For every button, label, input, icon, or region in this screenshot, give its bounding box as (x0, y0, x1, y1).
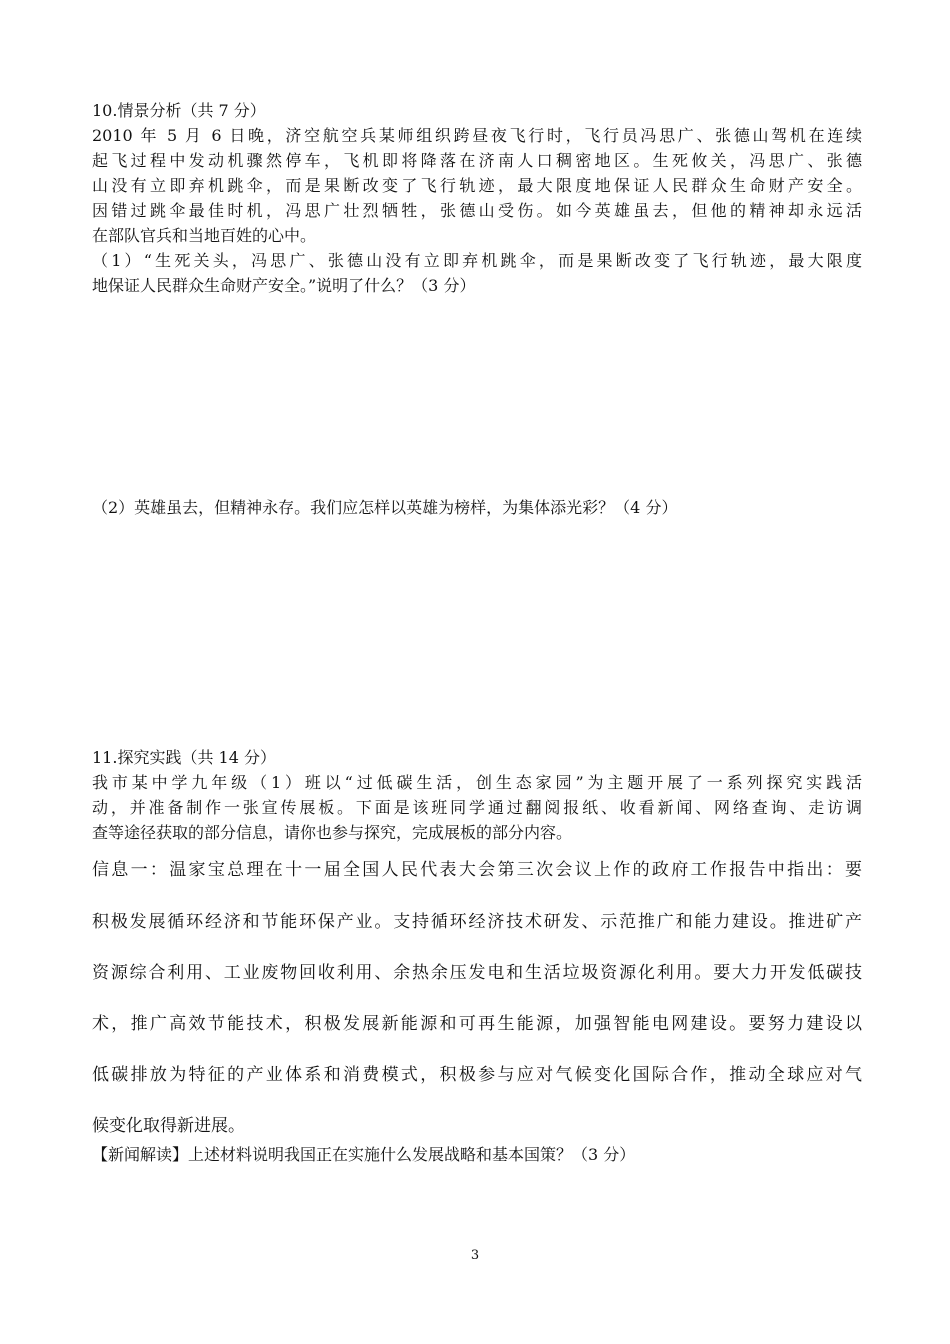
question-10-sub2-text: （2）英雄虽去，但精神永存。我们应怎样以英雄为榜样，为集体添光彩？（4 分） (92, 498, 678, 517)
information-one-line: 候变化取得新进展。 (92, 1116, 245, 1136)
question-10-passage-line: 在部队官兵和当地百姓的心中。 (92, 226, 317, 245)
question-11-intro-line: 我市某中学九年级（1）班以“过低碳生活，创生态家园”为主题开展了一系列探究实践活 (92, 773, 862, 792)
question-10-passage-line: 因错过跳伞最佳时机，冯思广壮烈牺牲，张德山受伤。如今英雄虽去，但他的精神却永远活 (92, 201, 862, 220)
question-11-intro-line: 查等途径获取的部分信息，请你也参与探究，完成展板的部分内容。 (92, 823, 573, 842)
question-10-passage-line: 起飞过程中发动机骤然停车，飞机即将降落在济南人口稠密地区。生死攸关，冯思广、张德 (92, 151, 862, 170)
information-one-line: 术，推广高效节能技术，积极发展新能源和可再生能源，加强智能电网建设。要努力建设以 (92, 1014, 862, 1034)
question-10 (92, 98, 862, 298)
question-11-title: 11.探究实践（共 14 分） (92, 748, 276, 767)
information-one-line: 低碳排放为特征的产业体系和消费模式，积极参与应对气候变化国际合作，推动全球应对气 (92, 1065, 862, 1085)
question-10-title: 10.情景分析（共 7 分） (92, 101, 266, 120)
information-one-line: 积极发展循环经济和节能环保产业。支持循环经济技术研发、示范推广和能力建设。推进矿产 (92, 912, 862, 932)
question-10-passage-line: 山没有立即弃机跳伞，而是果断改变了飞行轨迹，最大限度地保证人民群众生命财产安全。 (92, 176, 862, 195)
question-11 (92, 745, 862, 845)
question-10-sub1-line: 地保证人民群众生命财产安全。”说明了什么？（3 分） (92, 276, 476, 295)
question-10-sub2 (92, 495, 862, 520)
information-one-line: 信息一：温家宝总理在十一届全国人民代表大会第三次会议上作的政府工作报告中指出：要 (92, 860, 862, 880)
news-interpretation-question: 【新闻解读】上述材料说明我国正在实施什么发展战略和基本国策？（3 分） (92, 1145, 636, 1164)
page-number: 3 (470, 1248, 480, 1263)
information-one-line: 资源综合利用、工业废物回收利用、余热余压发电和生活垃圾资源化利用。要大力开发低碳技 (92, 963, 862, 983)
news-interpretation (92, 1142, 862, 1167)
question-10-sub1-line: （1）“生死关头，冯思广、张德山没有立即弃机跳伞，而是果断改变了飞行轨迹，最大限度 (92, 251, 862, 270)
question-10-passage-line: 2010 年 5 月 6 日晚，济空航空兵某师组织跨昼夜飞行时，飞行员冯思广、张德山驾机在连续 (92, 126, 862, 145)
information-one (92, 855, 862, 1135)
question-11-intro-line: 动，并准备制作一张宣传展板。下面是该班同学通过翻阅报纸、收看新闻、网络查询、走访调 (92, 798, 862, 817)
